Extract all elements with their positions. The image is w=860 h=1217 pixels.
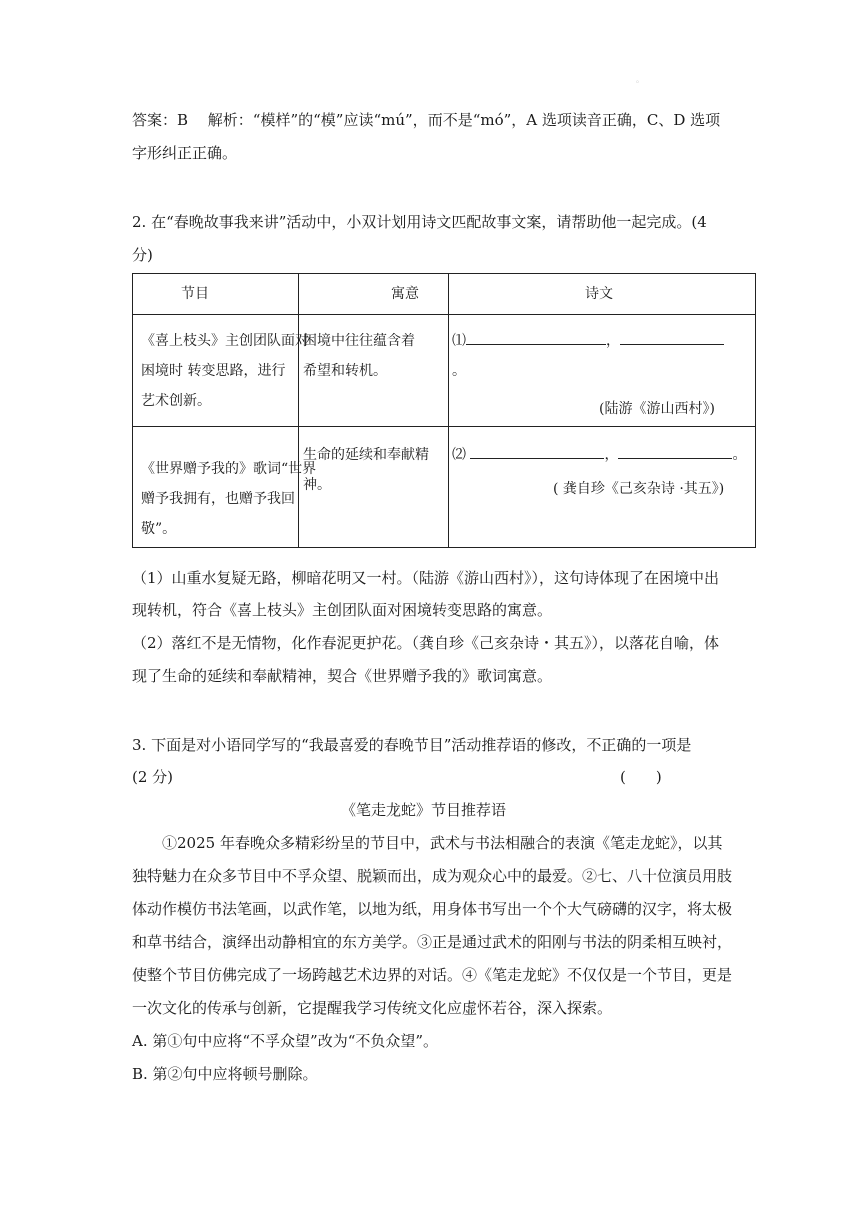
q3-passage-line-3: 体动作模仿书法笔画，以武作笔，以地为纸，用身体书写出一个个大气磅礴的汉字，将太极 — [132, 900, 733, 918]
row1-program: 《喜上枝头》主创团队面对 困境时 转变思路，进行 艺术创新。 — [133, 315, 299, 427]
answer-blank-1b[interactable] — [620, 330, 724, 345]
q3-answer-parentheses[interactable]: ( ) — [620, 768, 662, 786]
header-program: 节目 — [133, 274, 299, 315]
row1-end-mark: 。 — [452, 363, 466, 379]
q2-answer-2-line-1: （2）落红不是无情物，化作春泥更护花。（龚自珍《己亥杂诗・其五》），以落花自喻，体 — [132, 634, 720, 652]
row1-poem: ⑴ ， 。 (陆游《游山西村》) — [449, 315, 756, 427]
row2-poem: ⑵ ， 。 ( 龚自珍《己亥杂诗 ·其五》) — [449, 427, 756, 548]
header-meaning: 寓意 — [299, 274, 449, 315]
q3-passage-line-1: ①2025 年春晚众多精彩纷呈的节目中，武术与书法相融合的表演《笔走龙蛇》，以其 — [162, 834, 723, 852]
blank-marker-2: ⑵ — [452, 447, 466, 463]
blank-marker-1: ⑴ — [452, 333, 466, 349]
row1-source: (陆游《游山西村》) — [599, 401, 715, 417]
q2-answer-1-line-1: （1）山重水复疑无路，柳暗花明又一村。（陆游《游山西村》），这句诗体现了在困境中出 — [132, 569, 720, 587]
q3-passage-line-4: 和草书结合，演绎出动静相宜的东方美学。③正是通过武术的阳刚与书法的阴柔相互映衬， — [132, 933, 733, 951]
answer-blank-2b[interactable] — [618, 444, 732, 459]
answer-blank-1a[interactable] — [466, 330, 606, 345]
q3-option-b: B. 第②句中应将顿号删除。 — [132, 1065, 318, 1083]
q3-passage-line-2: 独特魅力在众多节目中不孚众望、脱颖而出，成为观众心中的最爱。②七、八十位演员用肢 — [132, 867, 733, 885]
row2-end-mark: 。 — [732, 447, 747, 463]
q2-answer-1-line-2: 现转机，符合《喜上枝头》主创团队面对困境转变思路的寓意。 — [132, 601, 553, 619]
row2-meaning: 生命的延续和奉献精 神。 — [299, 427, 449, 548]
row1-meaning: 困境中往往蕴含着 希望和转机。 — [299, 315, 449, 427]
q3-stem-line-2: (2 分) — [132, 768, 174, 786]
q1-answer-line-1: 答案：B 解析：“模样”的“模”应读“mú”，而不是“mó”，A 选项读音正确，C、D 选项 — [132, 111, 721, 129]
poem-matching-table — [132, 273, 756, 548]
q3-passage-title: 《笔走龙蛇》节目推荐语 — [341, 801, 507, 819]
q3-option-a: A. 第①句中应将“不孚众望”改为“不负众望”。 — [132, 1032, 439, 1050]
q3-passage-line-5: 使整个节目仿佛完成了一场跨越艺术边界的对话。④《笔走龙蛇》不仅仅是一个节目，更是 — [132, 966, 733, 984]
q2-stem-line-1: 2. 在“春晚故事我来讲”活动中，小双计划用诗文匹配故事文案，请帮助他一起完成。(4 — [132, 213, 707, 231]
page-speck: 。 — [636, 75, 644, 84]
q3-passage-line-6: 一次文化的传承与创新，它提醒我学习传统文化应虚怀若谷，深入探索。 — [132, 999, 613, 1017]
q3-stem-line-1: 3. 下面是对小语同学写的“我最喜爱的春晚节目”活动推荐语的修改，不正确的一项是 — [132, 736, 692, 754]
q1-answer-line-2: 字形纠正正确。 — [132, 144, 238, 162]
q2-answer-2-line-2: 现了生命的延续和奉献精神，契合《世界赠予我的》歌词寓意。 — [132, 667, 553, 685]
row2-source: ( 龚自珍《己亥杂诗 ·其五》) — [553, 481, 725, 497]
answer-blank-2a[interactable] — [470, 444, 604, 459]
header-poem: 诗文 — [449, 274, 756, 315]
row2-program: 《世界赠予我的》歌词“世界 赠予我拥有，也赠予我回 敬”。 — [133, 427, 299, 548]
q2-stem-line-2: 分) — [132, 246, 153, 264]
